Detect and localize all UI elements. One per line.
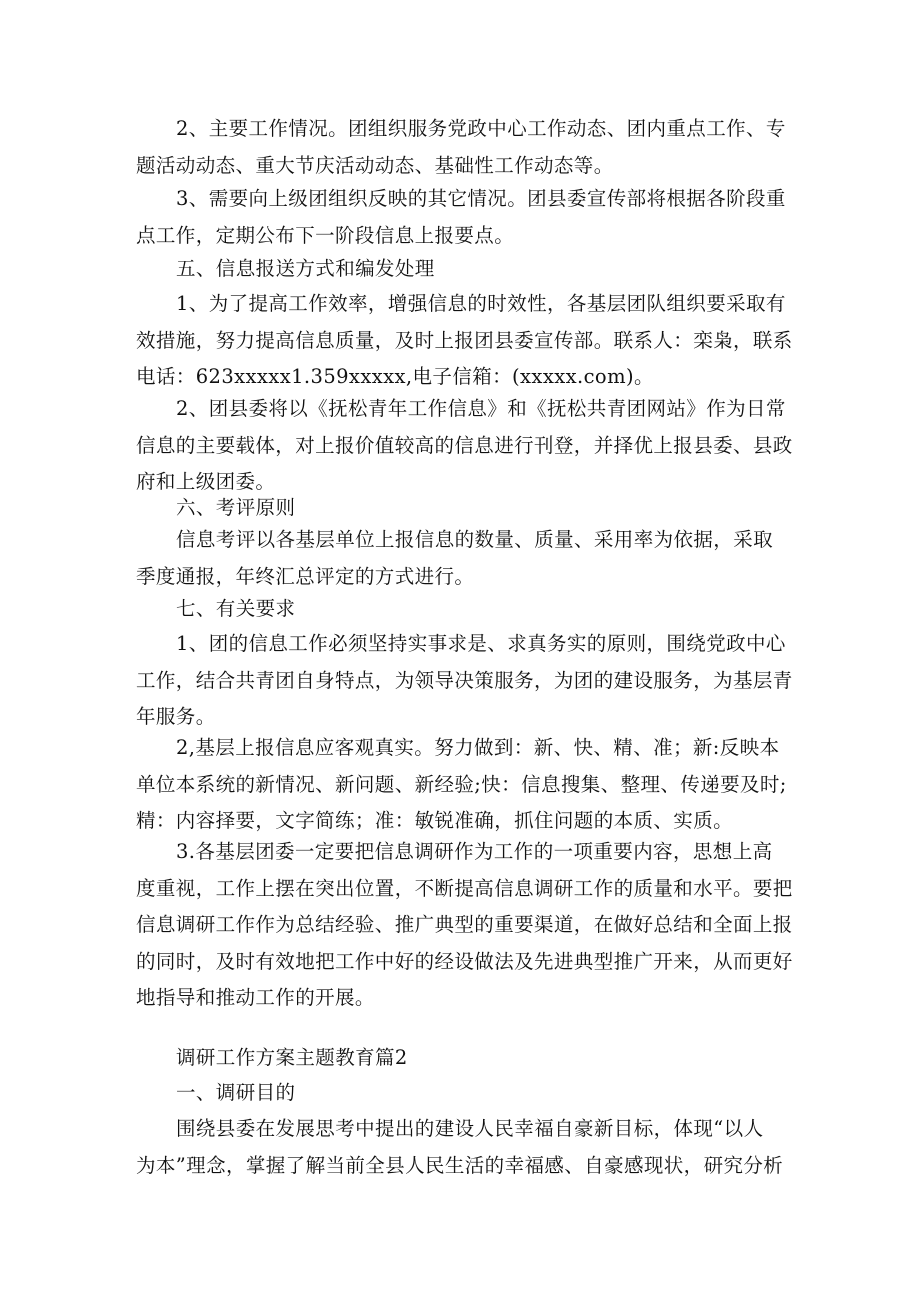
paragraph-efficiency [136,286,793,396]
section-heading-1: 一、调研目的 [176,1081,296,1104]
text-line: 2、团县委将以《抚松青年工作信息》和《抚松共青团网站》作为日常 [176,397,786,420]
text-line: 围绕县委在发展思考中提出的建设人民幸福自豪新目标，体现“以人 [176,1117,764,1140]
paragraph-authenticity [136,730,786,840]
text-line: 工作，结合共青团自身特点，为领导决策服务，为团的建设服务，为基层青 [136,668,793,692]
text-line: 题活动动态、重大节庆活动动态、基础性工作动态等。 [136,153,614,177]
section-heading-5: 五、信息报送方式和编发处理 [176,257,435,280]
text-line: 精：内容择要，文字简练；准：敏锐准确，抓住问题的本质、实质。 [136,809,734,832]
text-line: 信息调研工作作为总结经验、推广典型的重要渠道，在做好总结和全面上报 [136,913,793,936]
section-heading-7: 七、有关要求 [176,597,296,620]
text-line: 信息的主要载体，对上报价值较高的信息进行刊登，并择优上报县委、县政 [136,433,793,457]
paragraph-research-priority [136,834,793,1017]
text-line: 地指导和推动工作的开展。 [136,986,375,1009]
text-line: 3、需要向上级团组织反映的其它情况。团县委宣传部将根据各阶段重 [176,187,786,210]
paragraph-other-situations [136,181,786,254]
text-line: 度重视，工作上摆在突出位置，不断提高信息调研工作的质量和水平。要把 [136,876,793,900]
section-title: 调研工作方案主题教育篇2 [176,1046,408,1069]
text-line: 信息考评以各基层单位上报信息的数量、质量、采用率为依据，采取 [176,528,774,551]
text-line: 年服务。 [136,705,216,728]
text-line: 2、主要工作情况。团组织服务党政中心工作动态、团内重点工作、专 [176,117,786,140]
text-line: 单位本系统的新情况、新问题、新经验;快：信息搜集、整理、传递要及时; [136,772,787,796]
text-line: 1、为了提高工作效率，增强信息的时效性，各基层团队组织要采取有 [176,292,786,315]
text-line: 电话：623xxxxx1.359xxxxx,电子信箱：(xxxxx.com)。 [136,365,654,388]
text-line: 的同时，及时有效地把工作中好的经设做法及先进典型推广开来，从而更好 [136,949,793,973]
paragraph-evaluation [136,522,786,595]
text-line: 点工作，定期公布下一阶段信息上报要点。 [136,223,515,247]
text-line: 府和上级团委。 [136,470,276,493]
section-heading-6: 六、考评原则 [176,496,296,519]
text-line: 为本”理念，掌握了解当前全县人民生活的幸福感、自豪感现状，研究分析 [136,1153,784,1177]
paragraph-main-work [136,111,786,184]
paragraph-research-purpose [136,1111,786,1184]
text-line: 3.各基层团委一定要把信息调研作为工作的一项重要内容，思想上高 [176,840,773,863]
text-line: 1、团的信息工作必须坚持实事求是、求真务实的原则，围绕党政中心 [176,632,786,655]
text-line: 2,基层上报信息应客观真实。努力做到：新、快、精、准；新:反映本 [176,736,780,759]
text-line: 季度通报，年终汇总评定的方式进行。 [136,564,475,588]
paragraph-principles [136,626,793,736]
paragraph-publication [136,391,793,501]
text-line: 效措施，努力提高信息质量，及时上报团县委宣传部。联系人：栾枭，联系 [136,328,793,352]
